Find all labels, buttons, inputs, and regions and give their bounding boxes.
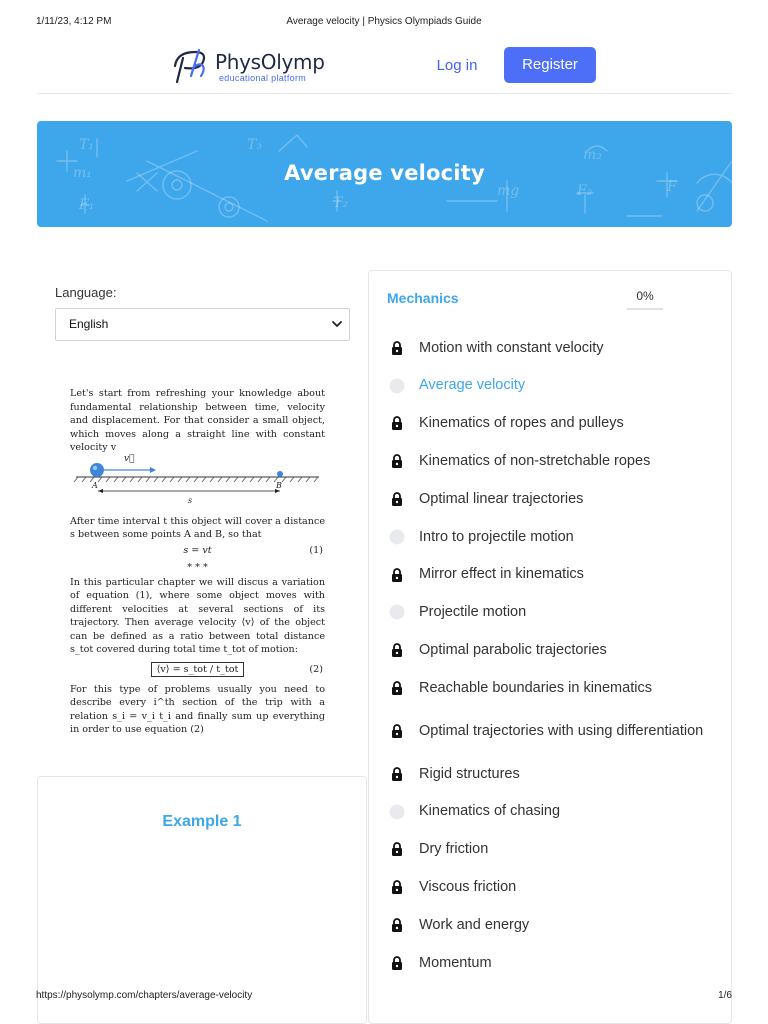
- chapter-item[interactable]: [369, 631, 731, 669]
- circle-icon: [389, 529, 405, 545]
- svg-text:m₁: m₁: [73, 165, 92, 181]
- equation-2-text: ⟨v⟩ = s_tot / t_tot: [151, 662, 245, 677]
- section-title[interactable]: Mechanics: [387, 290, 459, 306]
- chapter-item-label: Optimal linear trajectories: [419, 490, 584, 507]
- progress-label: 0%: [636, 289, 654, 303]
- chapter-item[interactable]: [369, 755, 731, 793]
- chapter-item-label: Viscous friction: [419, 879, 517, 895]
- chapter-item[interactable]: [369, 405, 731, 443]
- example-card: [37, 776, 367, 1024]
- site-header: [37, 44, 732, 94]
- chapter-item-label: Rigid structures: [419, 765, 520, 782]
- chapter-item[interactable]: [369, 906, 731, 944]
- chapter-item-label: Projectile motion: [419, 604, 527, 621]
- chapter-item-label: Dry friction: [419, 841, 489, 858]
- theory-paragraph: For this type of problems usually you need to describe every i^th section of the trip with a relation s_i = v_i t_i and finally sum up everything in order to use equation (2): [70, 683, 325, 735]
- lock-icon: [389, 680, 405, 696]
- chapter-item[interactable]: [369, 329, 731, 367]
- chapter-item-label: Reachable boundaries in kinematics: [419, 679, 652, 696]
- print-footer: [36, 990, 732, 1004]
- lock-icon: [389, 415, 405, 431]
- chapter-item[interactable]: [369, 367, 731, 405]
- chapter-item[interactable]: [369, 793, 731, 831]
- brand-tagline: educational platform: [219, 73, 307, 83]
- chapter-item-label: Kinematics of non-stretchable ropes: [419, 453, 651, 470]
- print-url: https://physolymp.com/chapters/average-velocity: [36, 990, 253, 1001]
- lock-icon: [389, 723, 405, 739]
- chapter-item[interactable]: [369, 556, 731, 594]
- chapter-item-label: Mirror effect in kinematics: [419, 566, 584, 583]
- theory-paragraph: In this particular chapter we will discus a variation of equation (1), where some object moves with different velocities at several sections of its trajectory. Then average velocity ⟨v⟩ of the object can be defined as a ratio between total distance s_tot covered during total time t_tot of motion:: [70, 576, 325, 655]
- lock-icon: [389, 453, 405, 469]
- circle-icon: [389, 804, 405, 820]
- print-date: 1/11/23, 4:12 PM: [36, 16, 112, 27]
- equation-1-number: (1): [309, 544, 323, 556]
- chapter-item-label: Work and energy: [419, 916, 530, 933]
- chapter-item[interactable]: [369, 594, 731, 632]
- lock-icon: [389, 955, 405, 971]
- equation-1-text: s = vt: [183, 544, 212, 556]
- language-select[interactable]: [55, 308, 350, 341]
- chapter-item[interactable]: [369, 442, 731, 480]
- svg-text:T₃: T₃: [247, 137, 262, 153]
- chapter-list: [368, 270, 732, 1024]
- logo-mark-icon: [169, 46, 215, 86]
- print-page-number: 1/6: [718, 990, 732, 1001]
- chapter-item[interactable]: [369, 518, 731, 556]
- point-a-label: A: [92, 480, 98, 490]
- chapter-item-label: Kinematics of chasing: [419, 803, 561, 820]
- lock-icon: [389, 879, 405, 895]
- chapter-item[interactable]: [369, 669, 731, 707]
- page-title: Average velocity: [284, 161, 485, 185]
- language-selected-value: English: [69, 317, 109, 331]
- lock-icon: [389, 766, 405, 782]
- chapter-items: [369, 329, 731, 982]
- chapter-item[interactable]: [369, 868, 731, 906]
- chapter-item[interactable]: [369, 480, 731, 518]
- svg-text:T₁: T₁: [79, 137, 94, 153]
- equation-2: [70, 657, 325, 683]
- distance-label: s: [188, 495, 193, 505]
- logo[interactable]: [169, 46, 325, 86]
- login-link[interactable]: Log in: [436, 57, 478, 74]
- chapter-item-label: Kinematics of ropes and pulleys: [419, 415, 624, 432]
- theory-paragraph: Let's start from refreshing your knowledge about fundamental relationship between time, velocity and displacement. For that consider a small object, which moves along a straight line with constant velocity v: [70, 388, 325, 453]
- chapter-item[interactable]: [369, 944, 731, 982]
- lock-icon: [389, 340, 405, 356]
- lock-icon: [389, 917, 405, 933]
- lock-icon: [389, 567, 405, 583]
- chevron-down-icon: [331, 318, 343, 330]
- equation-1: [70, 542, 325, 560]
- chapter-item-label: Momentum: [419, 954, 492, 971]
- motion-figure: [70, 453, 325, 511]
- circle-icon: [389, 378, 405, 394]
- equation-2-number: (2): [309, 663, 323, 675]
- chapter-item[interactable]: [369, 707, 731, 755]
- section-separator: * * *: [187, 561, 208, 573]
- progress-bar: [627, 308, 663, 310]
- print-title: Average velocity | Physics Olympiads Guide: [286, 16, 482, 27]
- register-button[interactable]: Register: [504, 47, 596, 83]
- circle-icon: [389, 604, 405, 620]
- chapter-item-label: Motion with constant velocity: [419, 339, 604, 356]
- chapter-item-label: Optimal trajectories with using differentiation: [419, 722, 704, 739]
- lock-icon: [389, 491, 405, 507]
- print-header: [36, 16, 732, 30]
- example-title: Example 1: [162, 813, 242, 830]
- lock-icon: [389, 841, 405, 857]
- chapter-item-label: Intro to projectile motion: [419, 528, 574, 545]
- lock-icon: [389, 642, 405, 658]
- hero-banner: [37, 121, 732, 227]
- point-b-label: B: [276, 480, 282, 490]
- svg-text:F₂: F₂: [577, 183, 593, 199]
- svg-text:mg: mg: [497, 183, 520, 199]
- motion-diagram: [70, 457, 325, 511]
- svg-text:F₁: F₁: [79, 197, 95, 213]
- brand-name: PhysOlymp: [215, 50, 325, 74]
- language-label: Language:: [55, 285, 117, 300]
- theory-paragraph: After time interval t this object will cover a distance s between some points A and B, so that: [70, 515, 325, 540]
- chapter-item-label: Average velocity: [419, 377, 526, 394]
- svg-text:m₂: m₂: [583, 147, 602, 163]
- theory-text: [70, 383, 325, 755]
- velocity-label: v⃗: [124, 453, 135, 464]
- svg-text:T₂: T₂: [333, 195, 348, 211]
- chapter-item[interactable]: [369, 831, 731, 869]
- chapter-item-label: Optimal parabolic trajectories: [419, 642, 607, 659]
- svg-text:F: F: [667, 179, 677, 195]
